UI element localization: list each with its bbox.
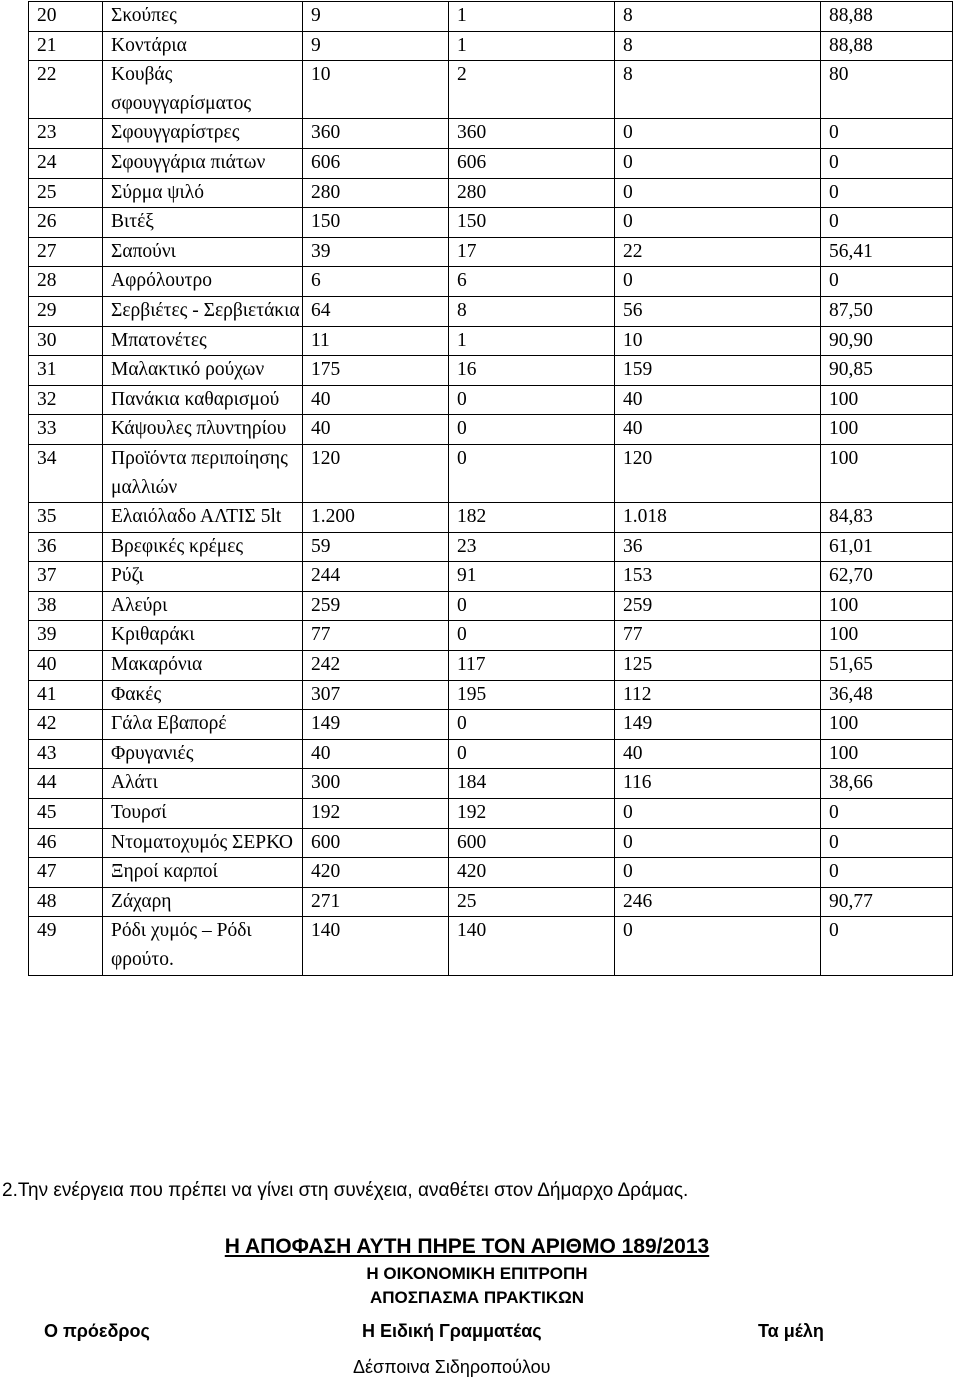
row-number-cell: 48 (29, 887, 103, 917)
table-row (29, 2, 953, 32)
percentage-cell: 100 (821, 444, 953, 502)
percentage-cell: 36,48 (821, 680, 953, 710)
row-number-cell: 31 (29, 356, 103, 386)
quantity-remaining-cell: 22 (615, 237, 821, 267)
item-name-cell: Ρόδι χυμός – Ρόδι φρούτο. (103, 917, 303, 975)
item-name-cell: Ελαιόλαδο ΑΛΤΙΣ 5lt (103, 503, 303, 533)
item-name-cell: Μπατονέτες (103, 326, 303, 356)
table-row (29, 917, 953, 975)
quantity-used-cell: 182 (449, 503, 615, 533)
table-row (29, 651, 953, 681)
row-number-cell: 29 (29, 296, 103, 326)
row-number-cell: 47 (29, 858, 103, 888)
quantity-used-cell: 0 (449, 415, 615, 445)
quantity-remaining-cell: 40 (615, 739, 821, 769)
quantity-remaining-cell: 8 (615, 31, 821, 61)
percentage-cell: 100 (821, 415, 953, 445)
table-row (29, 621, 953, 651)
table-row (29, 887, 953, 917)
table-row (29, 61, 953, 119)
row-number-cell: 20 (29, 2, 103, 32)
quantity-used-cell: 195 (449, 680, 615, 710)
quantity-total-cell: 360 (303, 119, 449, 149)
quantity-remaining-cell: 112 (615, 680, 821, 710)
table-row (29, 237, 953, 267)
quantity-remaining-cell: 56 (615, 296, 821, 326)
table-row (29, 326, 953, 356)
row-number-cell: 21 (29, 31, 103, 61)
quantity-total-cell: 40 (303, 739, 449, 769)
quantity-remaining-cell: 0 (615, 148, 821, 178)
item-name-cell: Προϊόντα περιποίησης μαλλιών (103, 444, 303, 502)
quantity-total-cell: 175 (303, 356, 449, 386)
item-name-cell: Σφουγγάρια πιάτων (103, 148, 303, 178)
quantity-used-cell: 1 (449, 326, 615, 356)
table-row (29, 680, 953, 710)
table-row (29, 267, 953, 297)
chair-signature-label: Ο πρόεδρος (44, 1321, 150, 1341)
quantity-total-cell: 307 (303, 680, 449, 710)
table-row (29, 356, 953, 386)
percentage-cell: 0 (821, 267, 953, 297)
table-row (29, 178, 953, 208)
percentage-cell: 80 (821, 61, 953, 119)
percentage-cell: 62,70 (821, 562, 953, 592)
quantity-used-cell: 91 (449, 562, 615, 592)
item-name-cell: Μακαρόνια (103, 651, 303, 681)
quantity-remaining-cell: 0 (615, 799, 821, 829)
table-row (29, 119, 953, 149)
row-number-cell: 22 (29, 61, 103, 119)
quantity-used-cell: 17 (449, 237, 615, 267)
quantity-total-cell: 140 (303, 917, 449, 975)
quantity-used-cell: 280 (449, 178, 615, 208)
secretary-name: Δέσποινα Σιδηροπούλου (353, 1357, 551, 1377)
quantity-used-cell: 2 (449, 61, 615, 119)
quantity-total-cell: 420 (303, 858, 449, 888)
quantity-used-cell: 192 (449, 799, 615, 829)
quantity-used-cell: 184 (449, 769, 615, 799)
row-number-cell: 42 (29, 710, 103, 740)
quantity-total-cell: 1.200 (303, 503, 449, 533)
percentage-cell: 88,88 (821, 31, 953, 61)
quantity-remaining-cell: 0 (615, 119, 821, 149)
row-number-cell: 38 (29, 591, 103, 621)
quantity-total-cell: 242 (303, 651, 449, 681)
item-name-cell: Αλεύρι (103, 591, 303, 621)
row-number-cell: 46 (29, 828, 103, 858)
action-statement: 2.Την ενέργεια που πρέπει να γίνει στη συνέχεια, αναθέτει στον Δήμαρχο Δράμας. (2, 1180, 689, 1201)
item-name-cell: Κοντάρια (103, 31, 303, 61)
row-number-cell: 23 (29, 119, 103, 149)
item-name-cell: Σαπούνι (103, 237, 303, 267)
quantity-remaining-cell: 0 (615, 267, 821, 297)
committee-line: Η ΟΙΚΟΝΟΜΙΚΗ ΕΠΙΤΡΟΠΗ (366, 1264, 588, 1283)
percentage-cell: 84,83 (821, 503, 953, 533)
row-number-cell: 43 (29, 739, 103, 769)
percentage-cell: 90,90 (821, 326, 953, 356)
quantity-total-cell: 40 (303, 385, 449, 415)
row-number-cell: 25 (29, 178, 103, 208)
percentage-cell: 51,65 (821, 651, 953, 681)
quantity-total-cell: 39 (303, 237, 449, 267)
table-row (29, 828, 953, 858)
item-name-cell: Τουρσί (103, 799, 303, 829)
quantity-remaining-cell: 36 (615, 532, 821, 562)
item-name-cell: Μαλακτικό ρούχων (103, 356, 303, 386)
quantity-remaining-cell: 0 (615, 917, 821, 975)
quantity-used-cell: 0 (449, 385, 615, 415)
percentage-cell: 38,66 (821, 769, 953, 799)
quantity-total-cell: 300 (303, 769, 449, 799)
item-name-cell: Φρυγανιές (103, 739, 303, 769)
quantity-remaining-cell: 40 (615, 415, 821, 445)
percentage-cell: 0 (821, 119, 953, 149)
percentage-cell: 100 (821, 739, 953, 769)
quantity-total-cell: 11 (303, 326, 449, 356)
table-row (29, 208, 953, 238)
excerpt-line: ΑΠΟΣΠΑΣΜΑ ΠΡΑΚΤΙΚΩΝ (369, 1288, 585, 1307)
quantity-remaining-cell: 40 (615, 385, 821, 415)
percentage-cell: 100 (821, 385, 953, 415)
item-name-cell: Πανάκια καθαρισμού (103, 385, 303, 415)
item-name-cell: Βρεφικές κρέμες (103, 532, 303, 562)
percentage-cell: 0 (821, 828, 953, 858)
percentage-cell: 0 (821, 799, 953, 829)
item-name-cell: Αλάτι (103, 769, 303, 799)
row-number-cell: 27 (29, 237, 103, 267)
row-number-cell: 37 (29, 562, 103, 592)
row-number-cell: 40 (29, 651, 103, 681)
row-number-cell: 33 (29, 415, 103, 445)
quantity-total-cell: 64 (303, 296, 449, 326)
quantity-remaining-cell: 116 (615, 769, 821, 799)
quantity-total-cell: 9 (303, 2, 449, 32)
quantity-total-cell: 150 (303, 208, 449, 238)
table-row (29, 710, 953, 740)
quantity-total-cell: 259 (303, 591, 449, 621)
quantity-total-cell: 606 (303, 148, 449, 178)
percentage-cell: 0 (821, 858, 953, 888)
quantity-remaining-cell: 120 (615, 444, 821, 502)
quantity-remaining-cell: 8 (615, 2, 821, 32)
quantity-used-cell: 420 (449, 858, 615, 888)
decision-number-line: Η ΑΠΟΦΑΣΗ ΑΥΤΗ ΠΗΡΕ ΤΟΝ ΑΡΙΘΜΟ 189/2013 (224, 1235, 710, 1258)
item-name-cell: Σύρμα ψιλό (103, 178, 303, 208)
quantity-used-cell: 1 (449, 31, 615, 61)
quantity-total-cell: 6 (303, 267, 449, 297)
quantity-total-cell: 10 (303, 61, 449, 119)
quantity-remaining-cell: 0 (615, 178, 821, 208)
table-row (29, 503, 953, 533)
row-number-cell: 45 (29, 799, 103, 829)
table-row (29, 415, 953, 445)
items-table-body (29, 2, 953, 976)
percentage-cell: 90,77 (821, 887, 953, 917)
row-number-cell: 49 (29, 917, 103, 975)
item-name-cell: Κριθαράκι (103, 621, 303, 651)
table-row (29, 296, 953, 326)
quantity-remaining-cell: 246 (615, 887, 821, 917)
quantity-remaining-cell: 153 (615, 562, 821, 592)
row-number-cell: 32 (29, 385, 103, 415)
table-row (29, 148, 953, 178)
quantity-used-cell: 0 (449, 591, 615, 621)
percentage-cell: 88,88 (821, 2, 953, 32)
percentage-cell: 87,50 (821, 296, 953, 326)
item-name-cell: Κουβάς σφουγγαρίσματος (103, 61, 303, 119)
quantity-used-cell: 25 (449, 887, 615, 917)
quantity-total-cell: 244 (303, 562, 449, 592)
percentage-cell: 56,41 (821, 237, 953, 267)
quantity-remaining-cell: 1.018 (615, 503, 821, 533)
table-row (29, 31, 953, 61)
table-row (29, 385, 953, 415)
item-name-cell: Ντοματοχυμός ΣΕΡΚΟ (103, 828, 303, 858)
quantity-remaining-cell: 149 (615, 710, 821, 740)
percentage-cell: 0 (821, 178, 953, 208)
item-name-cell: Αφρόλουτρο (103, 267, 303, 297)
quantity-total-cell: 9 (303, 31, 449, 61)
row-number-cell: 36 (29, 532, 103, 562)
item-name-cell: Σερβιέτες - Σερβιετάκια (103, 296, 303, 326)
quantity-total-cell: 40 (303, 415, 449, 445)
row-number-cell: 44 (29, 769, 103, 799)
quantity-used-cell: 140 (449, 917, 615, 975)
row-number-cell: 34 (29, 444, 103, 502)
percentage-cell: 100 (821, 710, 953, 740)
quantity-used-cell: 0 (449, 710, 615, 740)
quantity-used-cell: 0 (449, 739, 615, 769)
item-name-cell: Γάλα Εβαπορέ (103, 710, 303, 740)
quantity-total-cell: 149 (303, 710, 449, 740)
quantity-remaining-cell: 8 (615, 61, 821, 119)
table-row (29, 739, 953, 769)
item-name-cell: Κάψουλες πλυντηρίου (103, 415, 303, 445)
percentage-cell: 0 (821, 208, 953, 238)
quantity-remaining-cell: 125 (615, 651, 821, 681)
percentage-cell: 61,01 (821, 532, 953, 562)
row-number-cell: 28 (29, 267, 103, 297)
quantity-used-cell: 0 (449, 444, 615, 502)
item-name-cell: Ζάχαρη (103, 887, 303, 917)
quantity-used-cell: 606 (449, 148, 615, 178)
table-row (29, 562, 953, 592)
item-name-cell: Σφουγγαρίστρες (103, 119, 303, 149)
quantity-total-cell: 120 (303, 444, 449, 502)
row-number-cell: 35 (29, 503, 103, 533)
row-number-cell: 41 (29, 680, 103, 710)
quantity-total-cell: 59 (303, 532, 449, 562)
table-row (29, 591, 953, 621)
table-row (29, 532, 953, 562)
quantity-used-cell: 117 (449, 651, 615, 681)
table-row (29, 858, 953, 888)
row-number-cell: 26 (29, 208, 103, 238)
quantity-used-cell: 23 (449, 532, 615, 562)
quantity-remaining-cell: 159 (615, 356, 821, 386)
percentage-cell: 100 (821, 591, 953, 621)
secretary-signature-label: Η Ειδική Γραμματέας (362, 1321, 542, 1341)
item-name-cell: Ξηροί καρποί (103, 858, 303, 888)
item-name-cell: Βιτέξ (103, 208, 303, 238)
quantity-remaining-cell: 0 (615, 208, 821, 238)
quantity-remaining-cell: 0 (615, 858, 821, 888)
percentage-cell: 90,85 (821, 356, 953, 386)
quantity-remaining-cell: 77 (615, 621, 821, 651)
quantity-total-cell: 77 (303, 621, 449, 651)
item-name-cell: Σκούπες (103, 2, 303, 32)
quantity-total-cell: 600 (303, 828, 449, 858)
table-row (29, 799, 953, 829)
quantity-total-cell: 271 (303, 887, 449, 917)
percentage-cell: 0 (821, 917, 953, 975)
quantity-total-cell: 280 (303, 178, 449, 208)
table-row (29, 444, 953, 502)
quantity-total-cell: 192 (303, 799, 449, 829)
quantity-remaining-cell: 10 (615, 326, 821, 356)
row-number-cell: 39 (29, 621, 103, 651)
quantity-used-cell: 150 (449, 208, 615, 238)
quantity-remaining-cell: 259 (615, 591, 821, 621)
quantity-remaining-cell: 0 (615, 828, 821, 858)
quantity-used-cell: 0 (449, 621, 615, 651)
row-number-cell: 30 (29, 326, 103, 356)
quantity-used-cell: 600 (449, 828, 615, 858)
quantity-used-cell: 360 (449, 119, 615, 149)
quantity-used-cell: 8 (449, 296, 615, 326)
items-table (28, 1, 953, 976)
members-signature-label: Τα μέλη (758, 1321, 824, 1341)
quantity-used-cell: 6 (449, 267, 615, 297)
table-row (29, 769, 953, 799)
item-name-cell: Φακές (103, 680, 303, 710)
quantity-used-cell: 1 (449, 2, 615, 32)
quantity-used-cell: 16 (449, 356, 615, 386)
percentage-cell: 100 (821, 621, 953, 651)
percentage-cell: 0 (821, 148, 953, 178)
row-number-cell: 24 (29, 148, 103, 178)
item-name-cell: Ρύζι (103, 562, 303, 592)
